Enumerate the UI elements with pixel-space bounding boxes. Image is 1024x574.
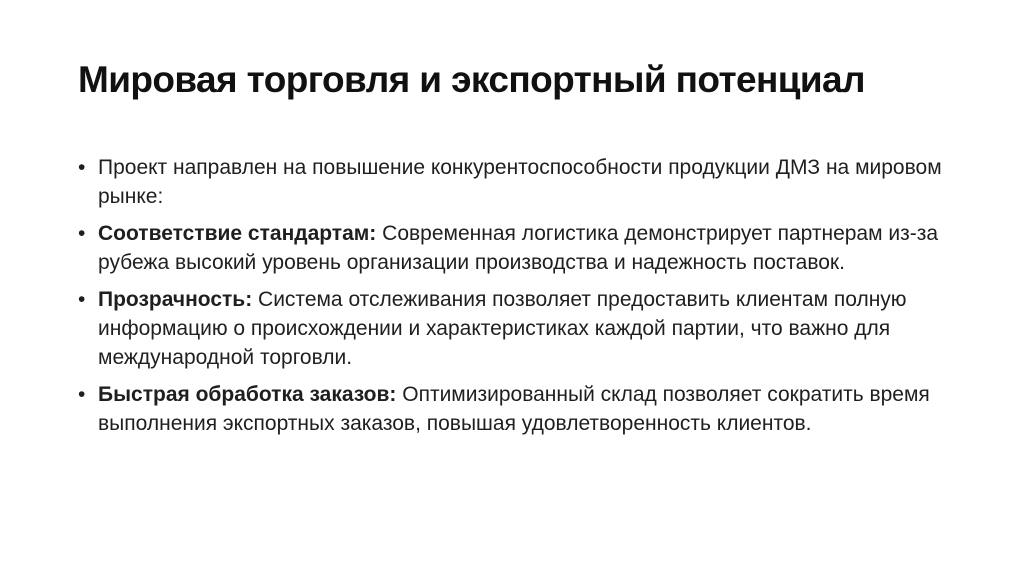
slide-title: Мировая торговля и экспортный потенциал [78,59,865,100]
bullet-term: Прозрачность: [98,288,253,311]
bullet-term: Быстрая обработка заказов: [98,383,397,406]
bullet-text: Оптимизированный склад позволяет сократить время выполнения экспортных заказов, повышая удовлетворенность клиентов. [98,383,930,435]
bullet-text: Проект направлен на повышение конкурентоспособности продукции ДМЗ на мировом рынке: [98,156,942,208]
bullet-item-standards [78,219,958,277]
bullet-marker: • [78,222,86,245]
bullet-marker: • [78,156,86,179]
bullet-item-order-processing [78,380,958,438]
bullet-item-transparency [78,285,958,372]
bullet-marker: • [78,383,86,406]
bullet-text: Современная логистика демонстрирует партнерам из-за рубежа высокий уровень организации производства и надежность поставок. [98,222,939,274]
bullet-term: Соответствие стандартам: [98,222,377,245]
bullet-marker: • [78,288,86,311]
bullet-text: Система отслеживания позволяет предоставить клиентам полную информацию о происхождении и характеристиках каждой партии, что важно для международной торговли. [98,288,907,369]
bullet-list [78,153,958,446]
bullet-item-project-goal [78,153,958,211]
